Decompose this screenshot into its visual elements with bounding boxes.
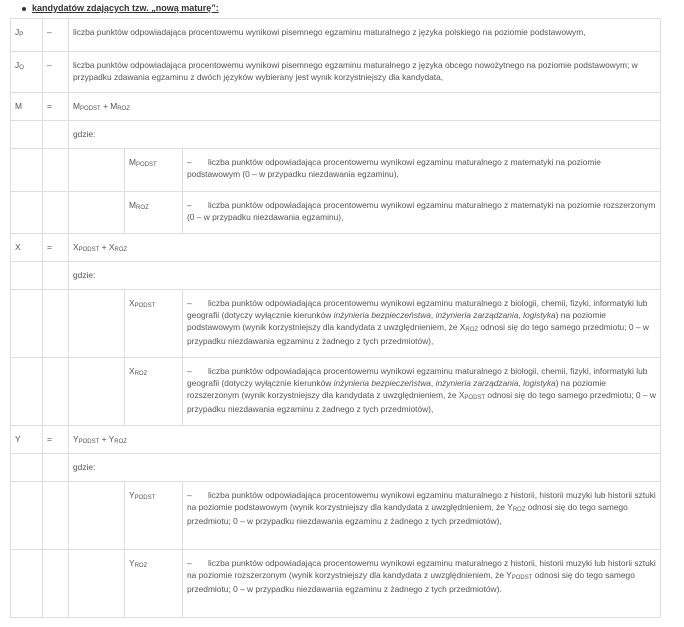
description-cell: – liczba punktów odpowiadająca procentowemu wynikowi egzaminu maturalnego z biologii, chemii, fizyki, informatyki lub geografii (dotyczy wyłącznie kierunków inżynieria bezpieczeństwa, inżynieria zarządzania, logistyka) na poziomie rozszerzonym (wynik korzystniejszy dla kandydata z uwzględnieniem, że $X_{PODST}$ odnosi się do tego samego przedmiotu; 0 – w przypadku niezdawania egzaminu z żadnego z tych przedmiotów),: [183, 358, 661, 426]
dash-cell: –: [43, 52, 69, 93]
symbol-cell: $M_{PODST}$: [125, 149, 183, 192]
table-row: [11, 454, 661, 482]
equals-cell: =: [43, 234, 69, 262]
symbol-cell: $X_{ROZ}$: [125, 358, 183, 426]
table-row: [11, 358, 661, 426]
formula-cell: $X_{PODST} + X_{ROZ}$: [69, 234, 661, 262]
description-cell: – liczba punktów odpowiadająca procentowemu wynikowi egzaminu maturalnego z matematyki na poziomie rozszerzonym (0 – w przypadku niezdawania egzaminu),: [183, 192, 661, 234]
equals-cell: =: [43, 426, 69, 454]
symbol-cell: Y: [11, 426, 43, 454]
table-row: [11, 93, 661, 121]
formula-cell: $Y_{PODST} + Y_{ROZ}$: [69, 426, 661, 454]
table-row: [11, 290, 661, 358]
table-row: [11, 426, 661, 454]
description-cell: – liczba punktów odpowiadająca procentowemu wynikowi egzaminu maturalnego z historii, historii muzyki lub historii sztuki na poziomie podstawowym (wynik korzystniejszy dla kandydata z uwzględnieniem, że $Y_{ROZ}$ odnosi się do tego samego przedmiotu; 0 – w przypadku niezdawania egzaminu z żadnego z tych przedmiotów),: [183, 482, 661, 550]
section-heading: [22, 2, 219, 14]
description-cell: – liczba punktów odpowiadająca procentowemu wynikowi egzaminu maturalnego z matematyki na poziomie podstawowym (0 – w przypadku niezdawania egzaminu),: [183, 149, 661, 192]
description-cell: liczba punktów odpowiadająca procentowemu wynikowi pisemnego egzaminu maturalnego z języka obcego nowożytnego na poziomie podstawowym; w przypadku zdawania egzaminu z dwóch języków wybierany jest wynik korzystniejszy dla kandydata,: [69, 52, 661, 93]
bullet-icon: [22, 7, 26, 11]
symbol-cell: $Y_{PODST}$: [125, 482, 183, 550]
description-cell: – liczba punktów odpowiadająca procentowemu wynikowi egzaminu maturalnego z historii, historii muzyki lub historii sztuki na poziomie rozszerzonym (wynik korzystniejszy dla kandydata z uwzględnieniem, że $Y_{PODST}$ odnosi się do tego samego przedmiotu; 0 – w przypadku niezdawania egzaminu z żadnego z tych przedmiotów).: [183, 550, 661, 618]
table-row: [11, 550, 661, 618]
table-row: [11, 482, 661, 550]
symbol-cell: $Y_{ROZ}$: [125, 550, 183, 618]
symbol-cell: $J_P$: [11, 19, 43, 52]
symbol-cell: M: [11, 93, 43, 121]
table-row: [11, 192, 661, 234]
table-row: [11, 234, 661, 262]
equals-cell: =: [43, 93, 69, 121]
table-row: [11, 52, 661, 93]
formula-table: [10, 18, 661, 618]
table-row: [11, 19, 661, 52]
symbol-cell: $M_{ROZ}$: [125, 192, 183, 234]
table-row: [11, 149, 661, 192]
symbol-cell: $X_{PODST}$: [125, 290, 183, 358]
symbol-cell: $J_O$: [11, 52, 43, 93]
gdzie-cell: gdzie:: [69, 262, 661, 290]
table-row: [11, 262, 661, 290]
table-row: [11, 121, 661, 149]
symbol-cell: X: [11, 234, 43, 262]
gdzie-cell: gdzie:: [69, 454, 661, 482]
description-cell: liczba punktów odpowiadająca procentowemu wynikowi pisemnego egzaminu maturalnego z języka polskiego na poziomie podstawowym,: [69, 19, 661, 52]
heading-text[interactable]: kandydatów zdających tzw. „nową maturę”:: [32, 3, 219, 13]
gdzie-cell: gdzie:: [69, 121, 661, 149]
description-cell: – liczba punktów odpowiadająca procentowemu wynikowi egzaminu maturalnego z biologii, chemii, fizyki, informatyki lub geografii (dotyczy wyłącznie kierunków inżynieria bezpieczeństwa, inżynieria zarządzania, logistyka) na poziomie podstawowym (wynik korzystniejszy dla kandydata z uwzględnieniem, że $X_{ROZ}$ odnosi się do tego samego przedmiotu; 0 – w przypadku niezdawania egzaminu z żadnego z tych przedmiotów),: [183, 290, 661, 358]
dash-cell: –: [43, 19, 69, 52]
formula-cell: $M_{PODST} + M_{ROZ}$: [69, 93, 661, 121]
